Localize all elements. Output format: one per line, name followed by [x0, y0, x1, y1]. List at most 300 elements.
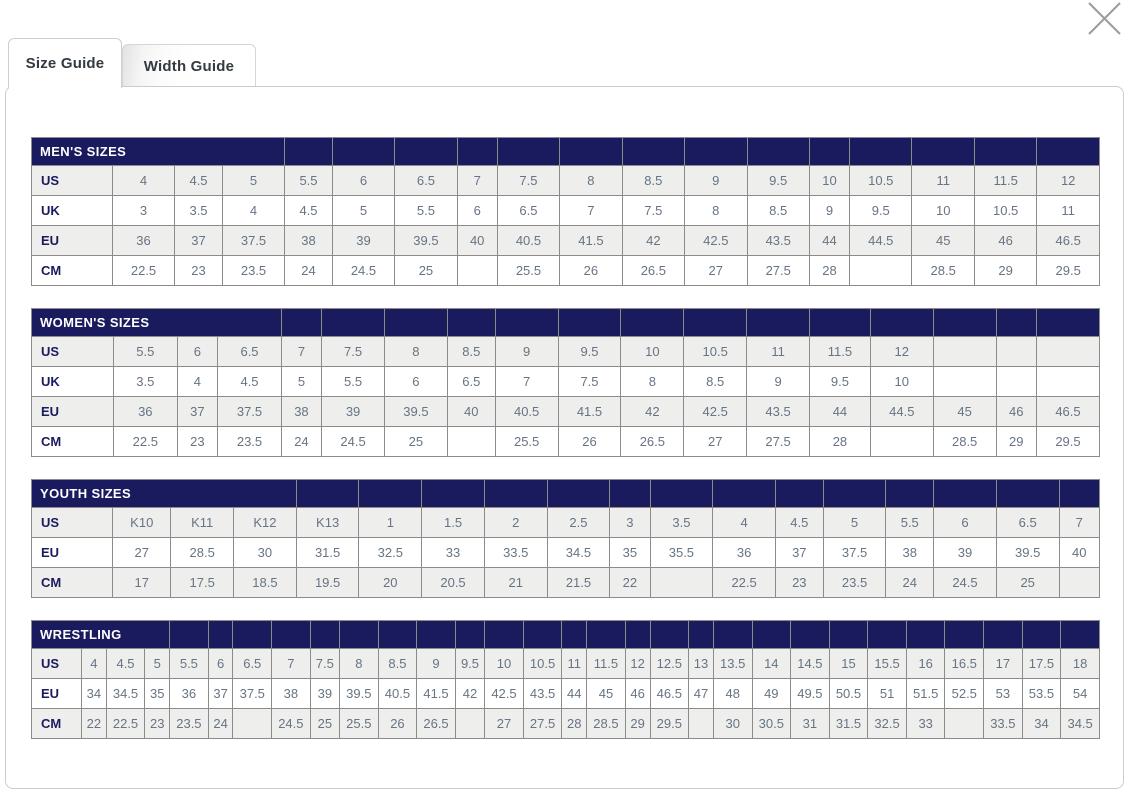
row-label: EU: [32, 538, 113, 568]
header-cell: [395, 138, 457, 166]
size-cell: 3.5: [175, 196, 223, 226]
size-cell: 6.5: [233, 649, 272, 679]
size-cell: 34.5: [547, 538, 610, 568]
size-cell: 1.5: [422, 508, 485, 538]
header-cell: [829, 621, 868, 649]
size-cell: 11: [747, 337, 810, 367]
size-cell: 4: [222, 196, 284, 226]
size-table: [31, 479, 1100, 598]
header-cell: [495, 309, 558, 337]
header-cell: [685, 138, 747, 166]
size-cell: 35: [610, 538, 650, 568]
header-cell: [378, 621, 417, 649]
size-cell: 26: [378, 709, 417, 739]
size-cell: 6: [384, 367, 447, 397]
size-cell: 38: [886, 538, 934, 568]
table-header-row: [32, 621, 1100, 649]
tab-width-guide[interactable]: [122, 44, 256, 87]
size-cell: 33.5: [984, 709, 1023, 739]
size-cell: 4: [112, 166, 174, 196]
size-cell: 11: [1037, 196, 1100, 226]
size-cell: 24.5: [272, 709, 311, 739]
mens-sizes-table-container: [31, 137, 1100, 286]
table-row: [32, 427, 1100, 457]
header-cell: [823, 480, 886, 508]
size-cell: 41.5: [560, 226, 622, 256]
size-cell: 43.5: [747, 226, 809, 256]
header-cell: [272, 621, 311, 649]
size-cell: [1059, 568, 1099, 598]
size-cell: 9.5: [810, 367, 871, 397]
size-cell: 37: [775, 538, 823, 568]
size-cell: 11.5: [587, 649, 626, 679]
header-cell: [747, 309, 810, 337]
size-cell: 45: [933, 397, 996, 427]
size-cell: 53.5: [1022, 679, 1061, 709]
header-cell: [610, 480, 650, 508]
size-cell: 7: [281, 337, 321, 367]
size-cell: 37.5: [218, 397, 281, 427]
size-cell: 21: [484, 568, 547, 598]
table-row: [32, 508, 1100, 538]
header-cell: [996, 309, 1036, 337]
size-cell: 38: [272, 679, 311, 709]
size-cell: 23: [175, 256, 223, 286]
tab-width-guide-label: Width Guide: [143, 57, 235, 75]
header-cell: [689, 621, 714, 649]
size-cell: 25: [310, 709, 339, 739]
size-cell: 26.5: [417, 709, 456, 739]
size-cell: 6: [934, 508, 997, 538]
size-cell: 8: [384, 337, 447, 367]
size-table: [31, 620, 1100, 739]
size-table: [31, 137, 1100, 286]
size-cell: 22.5: [114, 427, 177, 457]
row-label: CM: [32, 568, 113, 598]
size-cell: 3: [112, 196, 174, 226]
size-cell: [447, 427, 495, 457]
youth-sizes-table-container: [31, 479, 1100, 598]
row-label: US: [32, 166, 113, 196]
size-cell: 22.5: [713, 568, 776, 598]
size-cell: 10: [870, 367, 933, 397]
header-cell: [650, 480, 713, 508]
header-cell: [1037, 138, 1100, 166]
header-cell: [497, 138, 559, 166]
size-cell: 20.5: [422, 568, 485, 598]
header-cell: [523, 621, 562, 649]
size-cell: 6.5: [395, 166, 457, 196]
tab-size-guide[interactable]: [8, 38, 122, 88]
header-cell: [422, 480, 485, 508]
header-cell: [625, 621, 650, 649]
size-cell: 27: [485, 709, 524, 739]
size-cell: 50.5: [829, 679, 868, 709]
size-cell: 19.5: [296, 568, 359, 598]
size-cell: 16: [906, 649, 945, 679]
table-row: [32, 538, 1100, 568]
size-cell: 46.5: [1036, 397, 1099, 427]
size-cell: 10: [485, 649, 524, 679]
size-cell: 39.5: [384, 397, 447, 427]
size-cell: 49: [752, 679, 791, 709]
size-cell: 24.5: [934, 568, 997, 598]
size-cell: 12: [1037, 166, 1100, 196]
size-cell: 52.5: [945, 679, 984, 709]
size-cell: 39: [934, 538, 997, 568]
size-cell: 1: [359, 508, 422, 538]
size-cell: 7.5: [322, 337, 385, 367]
size-cell: 5.5: [114, 337, 177, 367]
size-cell: 30: [234, 538, 297, 568]
size-cell: 22.5: [112, 256, 174, 286]
size-cell: 29: [996, 427, 1036, 457]
size-cell: 39.5: [340, 679, 379, 709]
header-cell: [622, 138, 684, 166]
row-label: UK: [32, 367, 114, 397]
size-cell: 13: [689, 649, 714, 679]
table-row: [32, 337, 1100, 367]
size-cell: K11: [171, 508, 234, 538]
size-cell: 22: [610, 568, 650, 598]
size-cell: 37: [175, 226, 223, 256]
size-cell: 46.5: [650, 679, 689, 709]
size-cell: 25: [395, 256, 457, 286]
header-cell: [713, 480, 776, 508]
size-cell: 25: [996, 568, 1059, 598]
size-cell: 35.5: [650, 538, 713, 568]
header-cell: [996, 480, 1059, 508]
size-cell: [457, 256, 497, 286]
size-cell: 42: [455, 679, 484, 709]
size-cell: 51.5: [906, 679, 945, 709]
size-cell: 37: [208, 679, 233, 709]
header-cell: [713, 621, 752, 649]
size-cell: 10.5: [523, 649, 562, 679]
size-cell: 42.5: [684, 397, 747, 427]
header-cell: [984, 621, 1023, 649]
table-row: [32, 256, 1100, 286]
size-cell: 46: [996, 397, 1036, 427]
size-cell: 24.5: [322, 427, 385, 457]
table-header-row: [32, 309, 1100, 337]
size-cell: 11: [562, 649, 587, 679]
size-cell: 5: [145, 649, 170, 679]
table-header-row: [32, 480, 1100, 508]
table-row: [32, 397, 1100, 427]
header-cell: [447, 309, 495, 337]
size-cell: 5.5: [886, 508, 934, 538]
size-cell: 24: [285, 256, 333, 286]
size-cell: 6: [332, 166, 394, 196]
size-cell: 8: [560, 166, 622, 196]
size-cell: 9: [495, 337, 558, 367]
size-cell: 18: [1061, 649, 1100, 679]
size-cell: 8: [621, 367, 684, 397]
header-cell: [332, 138, 394, 166]
size-cell: 40.5: [497, 226, 559, 256]
size-cell: 6: [208, 649, 233, 679]
size-cell: 29.5: [1037, 256, 1100, 286]
close-button[interactable]: [1084, 0, 1124, 40]
header-cell: [296, 480, 359, 508]
size-guide-panel: [5, 86, 1124, 789]
table-row: [32, 679, 1100, 709]
size-cell: 9: [747, 367, 810, 397]
size-cell: 44.5: [870, 397, 933, 427]
size-cell: 25.5: [340, 709, 379, 739]
size-cell: 28.5: [912, 256, 974, 286]
row-label: US: [32, 508, 113, 538]
size-cell: 5: [281, 367, 321, 397]
size-cell: 26: [558, 427, 621, 457]
size-cell: 38: [281, 397, 321, 427]
size-cell: 39.5: [395, 226, 457, 256]
size-cell: 9: [417, 649, 456, 679]
size-cell: 37.5: [823, 538, 886, 568]
size-cell: 11: [912, 166, 974, 196]
size-cell: [1036, 367, 1099, 397]
size-cell: 12.5: [650, 649, 689, 679]
size-cell: 26.5: [621, 427, 684, 457]
size-cell: 34.5: [1061, 709, 1100, 739]
header-cell: [752, 621, 791, 649]
size-cell: [996, 367, 1036, 397]
size-cell: [933, 367, 996, 397]
header-cell: [1022, 621, 1061, 649]
size-cell: 34: [81, 679, 106, 709]
size-cell: 4.5: [285, 196, 333, 226]
header-cell: [1061, 621, 1100, 649]
size-cell: 40: [1059, 538, 1099, 568]
size-cell: 39.5: [996, 538, 1059, 568]
size-cell: 9: [685, 166, 747, 196]
size-cell: K12: [234, 508, 297, 538]
size-cell: 18.5: [234, 568, 297, 598]
size-cell: [689, 709, 714, 739]
size-cell: 4: [713, 508, 776, 538]
size-cell: 15: [829, 649, 868, 679]
size-cell: 29: [625, 709, 650, 739]
size-cell: 37.5: [233, 679, 272, 709]
size-cell: 17: [113, 568, 171, 598]
size-cell: 26: [560, 256, 622, 286]
size-cell: 22.5: [106, 709, 145, 739]
womens-sizes-table-container: [31, 308, 1100, 457]
size-cell: 23.5: [170, 709, 209, 739]
header-cell: [340, 621, 379, 649]
size-cell: 10.5: [850, 166, 912, 196]
size-cell: 4.5: [775, 508, 823, 538]
size-cell: 24: [208, 709, 233, 739]
header-cell: [747, 138, 809, 166]
size-cell: 29.5: [650, 709, 689, 739]
size-cell: 42: [621, 397, 684, 427]
row-label: CM: [32, 256, 113, 286]
header-cell: [1059, 480, 1099, 508]
size-cell: 5.5: [322, 367, 385, 397]
size-cell: 39: [322, 397, 385, 427]
size-cell: 24.5: [332, 256, 394, 286]
header-cell: [310, 621, 339, 649]
size-cell: 12: [625, 649, 650, 679]
size-cell: [996, 337, 1036, 367]
table-row: [32, 709, 1100, 739]
size-cell: 17.5: [1022, 649, 1061, 679]
size-cell: [945, 709, 984, 739]
table-title: WOMEN'S SIZES: [32, 309, 282, 337]
row-label: CM: [32, 709, 82, 739]
size-cell: 33: [422, 538, 485, 568]
row-label: EU: [32, 397, 114, 427]
size-cell: 7.5: [622, 196, 684, 226]
size-cell: 6.5: [996, 508, 1059, 538]
header-cell: [1036, 309, 1099, 337]
size-cell: 25: [384, 427, 447, 457]
header-cell: [562, 621, 587, 649]
size-cell: 46.5: [1037, 226, 1100, 256]
size-cell: 6: [177, 337, 218, 367]
size-cell: 30.5: [752, 709, 791, 739]
size-cell: [1036, 337, 1099, 367]
size-cell: 23: [177, 427, 218, 457]
size-cell: 23.5: [823, 568, 886, 598]
size-cell: 31.5: [829, 709, 868, 739]
size-cell: 27: [684, 427, 747, 457]
size-cell: 36: [114, 397, 177, 427]
size-cell: 31.5: [296, 538, 359, 568]
size-cell: [870, 427, 933, 457]
size-cell: 10.5: [974, 196, 1036, 226]
row-label: EU: [32, 226, 113, 256]
size-cell: 25.5: [497, 256, 559, 286]
size-cell: 38: [285, 226, 333, 256]
size-cell: 36: [713, 538, 776, 568]
header-cell: [485, 621, 524, 649]
size-cell: 44.5: [850, 226, 912, 256]
size-cell: 40.5: [495, 397, 558, 427]
close-icon: [1084, 0, 1124, 40]
size-cell: [650, 568, 713, 598]
size-cell: 7: [495, 367, 558, 397]
size-cell: 29: [974, 256, 1036, 286]
size-cell: 34: [1022, 709, 1061, 739]
size-cell: 13.5: [713, 649, 752, 679]
size-cell: 5: [222, 166, 284, 196]
size-cell: 5.5: [285, 166, 333, 196]
row-label: US: [32, 337, 114, 367]
size-cell: 3.5: [114, 367, 177, 397]
header-cell: [870, 309, 933, 337]
table-row: [32, 226, 1100, 256]
size-cell: 6: [457, 196, 497, 226]
size-cell: 5.5: [395, 196, 457, 226]
header-cell: [775, 480, 823, 508]
size-cell: 7: [560, 196, 622, 226]
size-cell: 8: [685, 196, 747, 226]
size-cell: 32.5: [359, 538, 422, 568]
size-cell: 7: [457, 166, 497, 196]
header-cell: [208, 621, 233, 649]
size-cell: 37: [177, 397, 218, 427]
size-cell: 46: [974, 226, 1036, 256]
size-cell: 49.5: [791, 679, 830, 709]
size-cell: 43.5: [523, 679, 562, 709]
size-cell: 9.5: [558, 337, 621, 367]
size-cell: 40: [457, 226, 497, 256]
header-cell: [650, 621, 689, 649]
header-cell: [934, 480, 997, 508]
size-cell: 47: [689, 679, 714, 709]
size-cell: 17.5: [171, 568, 234, 598]
size-cell: 10: [621, 337, 684, 367]
size-cell: 12: [870, 337, 933, 367]
header-cell: [322, 309, 385, 337]
header-cell: [906, 621, 945, 649]
size-cell: 40: [447, 397, 495, 427]
size-cell: 21.5: [547, 568, 610, 598]
size-cell: K10: [113, 508, 171, 538]
size-cell: 9.5: [455, 649, 484, 679]
size-cell: 7.5: [310, 649, 339, 679]
tab-size-guide-label: Size Guide: [25, 55, 105, 72]
size-cell: [850, 256, 912, 286]
header-cell: [587, 621, 626, 649]
size-table: [31, 308, 1100, 457]
wrestling-sizes-table-container: [31, 620, 1100, 739]
size-cell: 48: [713, 679, 752, 709]
size-cell: 41.5: [417, 679, 456, 709]
size-cell: 10.5: [684, 337, 747, 367]
header-cell: [912, 138, 974, 166]
header-cell: [560, 138, 622, 166]
size-cell: 7.5: [497, 166, 559, 196]
size-cell: 25.5: [495, 427, 558, 457]
size-cell: 39: [310, 679, 339, 709]
size-cell: 23: [145, 709, 170, 739]
size-cell: 24: [886, 568, 934, 598]
size-cell: 5.5: [170, 649, 209, 679]
header-cell: [850, 138, 912, 166]
table-row: [32, 649, 1100, 679]
header-cell: [455, 621, 484, 649]
size-cell: 4.5: [175, 166, 223, 196]
table-row: [32, 196, 1100, 226]
header-cell: [621, 309, 684, 337]
size-cell: 10: [912, 196, 974, 226]
size-cell: 28.5: [171, 538, 234, 568]
size-cell: 9: [809, 196, 849, 226]
header-cell: [233, 621, 272, 649]
header-cell: [886, 480, 934, 508]
size-cell: 37.5: [222, 226, 284, 256]
size-cell: 30: [713, 709, 752, 739]
row-label: US: [32, 649, 82, 679]
size-cell: 46: [625, 679, 650, 709]
row-label: EU: [32, 679, 82, 709]
size-cell: 10: [809, 166, 849, 196]
header-cell: [359, 480, 422, 508]
size-cell: 17: [984, 649, 1023, 679]
size-cell: 4.5: [218, 367, 281, 397]
size-cell: 45: [912, 226, 974, 256]
size-cell: 42.5: [485, 679, 524, 709]
size-cell: 54: [1061, 679, 1100, 709]
size-cell: [233, 709, 272, 739]
size-cell: 15.5: [868, 649, 907, 679]
size-cell: 26.5: [622, 256, 684, 286]
size-cell: [455, 709, 484, 739]
